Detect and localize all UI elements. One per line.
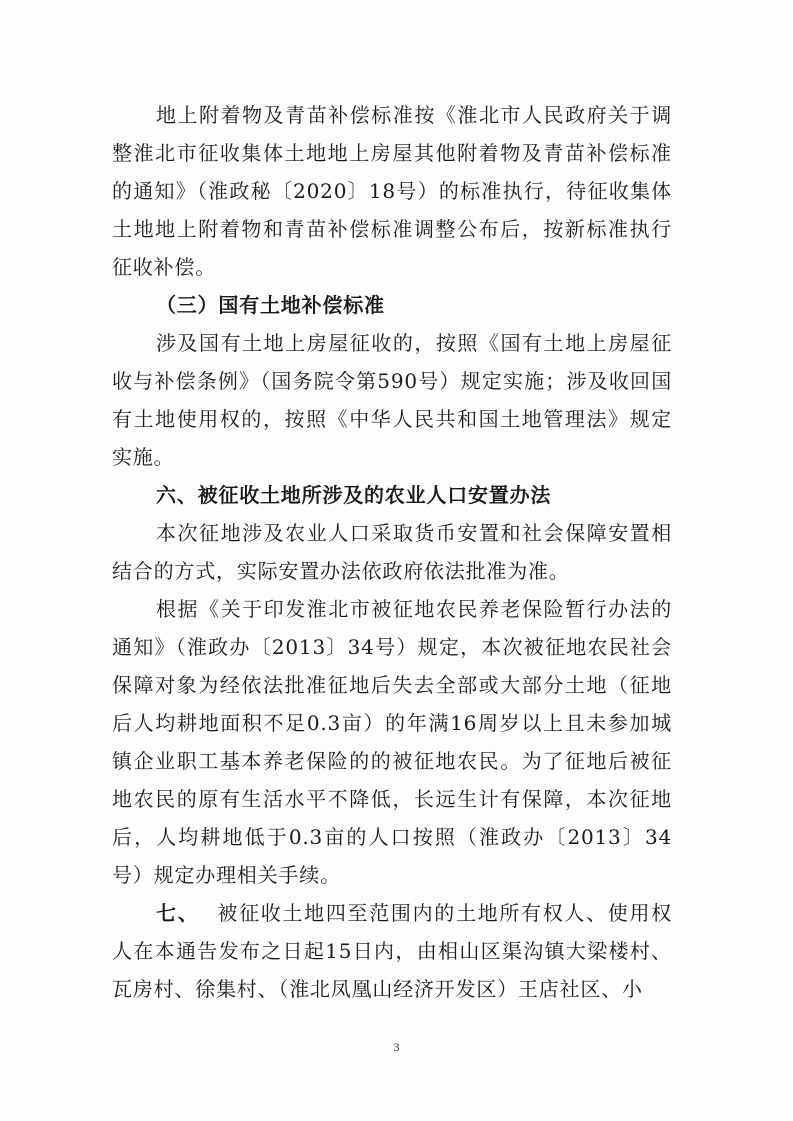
heading-section-seven-label: 七、 [156, 901, 200, 925]
paragraph-section-seven [112, 894, 672, 1008]
paragraph-social-security: 根据《关于印发淮北市被征地农民养老保险暂行办法的通知》（淮政办〔2013〕34号）规定，本次被征地农民社会保障对象为经依法批准征地后失去全部或大部分土地（征地后人均耕地面积不足0.3亩）的年满16周岁以上且未参加城镇企业职工基本养老保险的的被征地农民。为了征地后被征地农民的原有生活水平不降低，长远生计有保障，本次征地后，人均耕地低于0.3亩的人口按照（淮政办〔2013〕34号）规定办理相关手续。 [112, 597, 672, 887]
heading-state-land-compensation: （三）国有土地补偿标准 [156, 293, 385, 317]
paragraph-resettlement-method: 本次征地涉及农业人口采取货币安置和社会保障安置相结合的方式，实际安置办法依政府依法批准为准。 [112, 521, 672, 583]
paragraph-compensation-standard: 地上附着物及青苗补偿标准按《淮北市人民政府关于调整淮北市征收集体土地地上房屋其他附着物及青苗补偿标准的通知》（淮政秘〔2020〕18号）的标准执行，待征收集体土地地上附着物和青苗补偿标准调整公布后，按新标准执行征收补偿。 [112, 103, 672, 279]
section-seven-text: 被征收土地四至范围内的土地所有权人、使用权人在本通告发布之日起15日内，由相山区渠沟镇大梁楼村、瓦房村、徐集村、（淮北凤凰山经济开发区）王店社区、小 [112, 901, 672, 1001]
document-body [112, 96, 672, 1008]
page-number: 3 [393, 1040, 400, 1054]
heading-section-six: 六、被征收土地所涉及的农业人口安置办法 [156, 483, 552, 507]
paragraph-state-land: 涉及国有土地上房屋征收的，按照《国有土地上房屋征收与补偿条例》（国务院令第590号）规定实施；涉及收回国有土地使用权的，按照《中华人民共和国土地管理法》规定实施。 [112, 331, 672, 469]
